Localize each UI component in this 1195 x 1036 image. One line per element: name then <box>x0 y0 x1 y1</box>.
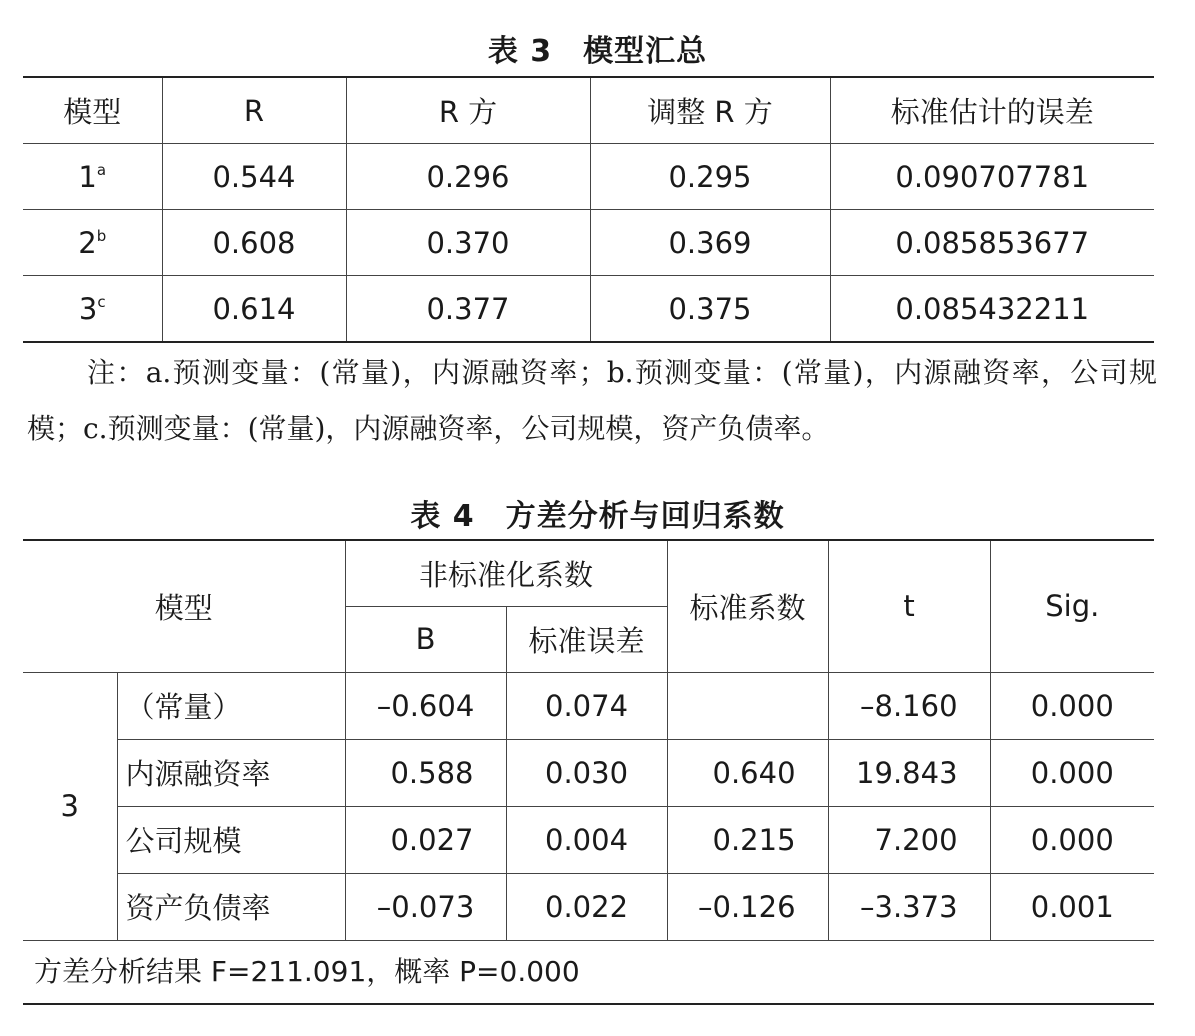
sig-cell: 0.000 <box>990 672 1154 739</box>
sig-cell: 0.000 <box>990 806 1154 873</box>
model-cell <box>23 210 162 276</box>
r-cell: 0.614 <box>162 276 346 343</box>
r-cell: 0.544 <box>162 144 346 210</box>
anova-coefficients-table <box>23 539 1154 941</box>
beta-cell <box>667 672 828 739</box>
header-t: t <box>828 540 990 672</box>
r2-cell: 0.377 <box>346 276 590 343</box>
model-number: 1 <box>78 159 97 194</box>
se-cell: 0.004 <box>506 806 667 873</box>
variable-name: 内源融资率 <box>117 739 345 806</box>
se-cell: 0.030 <box>506 739 667 806</box>
b-cell: –0.073 <box>345 873 506 940</box>
b-cell: –0.604 <box>345 672 506 739</box>
variable-name: （常量） <box>117 672 345 739</box>
t-cell: 19.843 <box>828 739 990 806</box>
adj-r2-cell: 0.369 <box>590 210 830 276</box>
r-cell: 0.608 <box>162 210 346 276</box>
t-cell: –3.373 <box>828 873 990 940</box>
table-header-row <box>23 540 1154 606</box>
table3-title: 表 3 模型汇总 <box>487 34 708 69</box>
table-row <box>23 210 1154 276</box>
se-cell: 0.090707781 <box>830 144 1154 210</box>
header-adjusted-r-square: 调整 R 方 <box>590 77 830 144</box>
header-std-error: 标准误差 <box>506 606 667 672</box>
model-number-cell: 3 <box>23 672 117 940</box>
beta-cell: 0.640 <box>667 739 828 806</box>
b-cell: 0.588 <box>345 739 506 806</box>
adj-r2-cell: 0.375 <box>590 276 830 343</box>
sig-cell: 0.000 <box>990 739 1154 806</box>
model-cell <box>23 276 162 343</box>
beta-cell: 0.215 <box>667 806 828 873</box>
beta-cell: –0.126 <box>667 873 828 940</box>
t-cell: 7.200 <box>828 806 990 873</box>
header-std-error: 标准估计的误差 <box>830 77 1154 144</box>
model-superscript: b <box>96 226 107 245</box>
table4-title: 表 4 方差分析与回归系数 <box>410 499 785 534</box>
table-row <box>23 739 1154 806</box>
anova-result-note: 方差分析结果 F=211.091，概率 P=0.000 <box>34 955 580 988</box>
model-summary-table <box>23 76 1154 343</box>
se-cell: 0.085432211 <box>830 276 1154 343</box>
r2-cell: 0.296 <box>346 144 590 210</box>
variable-name: 公司规模 <box>117 806 345 873</box>
header-b: B <box>345 606 506 672</box>
header-model: 模型 <box>23 77 162 144</box>
header-r-square: R 方 <box>346 77 590 144</box>
header-std-coefficient: 标准系数 <box>667 540 828 672</box>
model-superscript: a <box>96 160 107 179</box>
sig-cell: 0.001 <box>990 873 1154 940</box>
header-r: R <box>162 77 346 144</box>
table3-note: 注：a.预测变量：(常量)，内源融资率；b.预测变量：(常量)，内源融资率，公司规模；c.预测变量：(常量)，内源融资率，公司规模，资产负债率。 <box>27 356 1157 445</box>
header-unstandardized: 非标准化系数 <box>345 540 667 606</box>
header-model: 模型 <box>23 540 345 672</box>
se-cell: 0.022 <box>506 873 667 940</box>
table-header-row <box>23 77 1154 144</box>
table-row <box>23 873 1154 940</box>
b-cell: 0.027 <box>345 806 506 873</box>
table-row <box>23 806 1154 873</box>
bottom-rule <box>23 1003 1154 1005</box>
table-row <box>23 276 1154 343</box>
r2-cell: 0.370 <box>346 210 590 276</box>
variable-name: 资产负债率 <box>117 873 345 940</box>
model-cell <box>23 144 162 210</box>
model-superscript: c <box>97 292 106 311</box>
se-cell: 0.074 <box>506 672 667 739</box>
table-row <box>23 672 1154 739</box>
adj-r2-cell: 0.295 <box>590 144 830 210</box>
se-cell: 0.085853677 <box>830 210 1154 276</box>
table-row <box>23 144 1154 210</box>
model-number: 3 <box>78 291 98 326</box>
model-number: 2 <box>78 225 97 260</box>
header-sig: Sig. <box>990 540 1154 672</box>
t-cell: –8.160 <box>828 672 990 739</box>
